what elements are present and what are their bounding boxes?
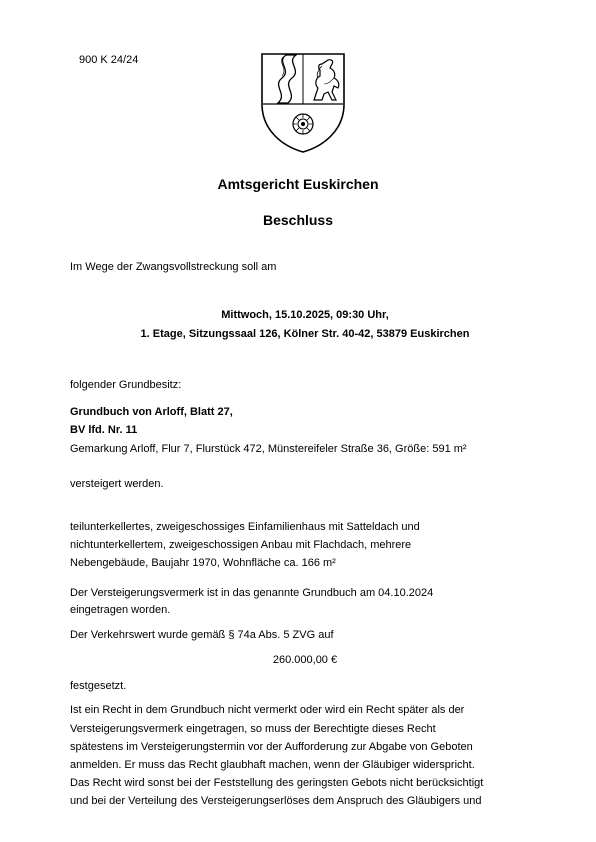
intro-text: Im Wege der Zwangsvollstreckung soll am	[70, 261, 277, 273]
rechte-line-4: anmelden. Er muss das Recht glaubhaft machen, wenn der Gläubiger widerspricht.	[70, 759, 475, 771]
rechte-line-5: Das Recht wird sonst bei der Feststellung des geringsten Gebots nicht berücksichtigt	[70, 777, 484, 789]
rechte-line-3: spätestens im Versteigerungstermin vor der Aufforderung zur Abgabe von Geboten	[70, 741, 473, 753]
verkehrswert-intro: Der Verkehrswert wurde gemäß § 74a Abs. 5 ZVG auf	[70, 629, 334, 641]
rechte-line-2: Versteigerungsvermerk eingetragen, so muss der Berechtigte dieses Recht	[70, 723, 436, 735]
beschreibung-line-1: teilunterkellertes, zweigeschossiges Einfamilienhaus mit Satteldach und	[70, 521, 420, 533]
gemarkung-line: Gemarkung Arloff, Flur 7, Flurstück 472, Münstereifeler Straße 36, Größe: 591 m²	[70, 443, 467, 455]
festgesetzt-text: festgesetzt.	[70, 680, 127, 692]
grundbuch-line: Grundbuch von Arloff, Blatt 27,	[70, 406, 233, 418]
grundbesitz-intro: folgender Grundbesitz:	[70, 379, 182, 391]
rechte-line-1: Ist ein Recht in dem Grundbuch nicht vermerkt oder wird ein Recht später als der	[70, 704, 465, 716]
termin-place: 1. Etage, Sitzungssaal 126, Kölner Str. 40-42, 53879 Euskirchen	[140, 328, 470, 340]
beschreibung-line-2: nichtunterkellertem, zweigeschossigen Anbau mit Flachdach, mehrere	[70, 539, 412, 551]
bv-line: BV lfd. Nr. 11	[70, 424, 138, 436]
court-name: Amtsgericht Euskirchen	[217, 176, 379, 192]
beschreibung-line-3: Nebengebäude, Baujahr 1970, Wohnfläche ca. 166 m²	[70, 557, 336, 569]
document-type: Beschluss	[262, 212, 334, 228]
nrw-coat-of-arms-icon	[258, 48, 348, 156]
vermerk-line-2: eingetragen worden.	[70, 604, 171, 616]
versteigert-text: versteigert werden.	[70, 478, 164, 490]
aktenzeichen: 900 K 24/24	[79, 54, 139, 66]
termin-date: Mittwoch, 15.10.2025, 09:30 Uhr,	[221, 309, 389, 321]
vermerk-line-1: Der Versteigerungsvermerk ist in das genannte Grundbuch am 04.10.2024	[70, 587, 434, 599]
verkehrswert-amount: 260.000,00 €	[272, 654, 338, 666]
rechte-line-6: und bei der Verteilung des Versteigerungserlöses dem Anspruch des Gläubigers und	[70, 795, 482, 807]
